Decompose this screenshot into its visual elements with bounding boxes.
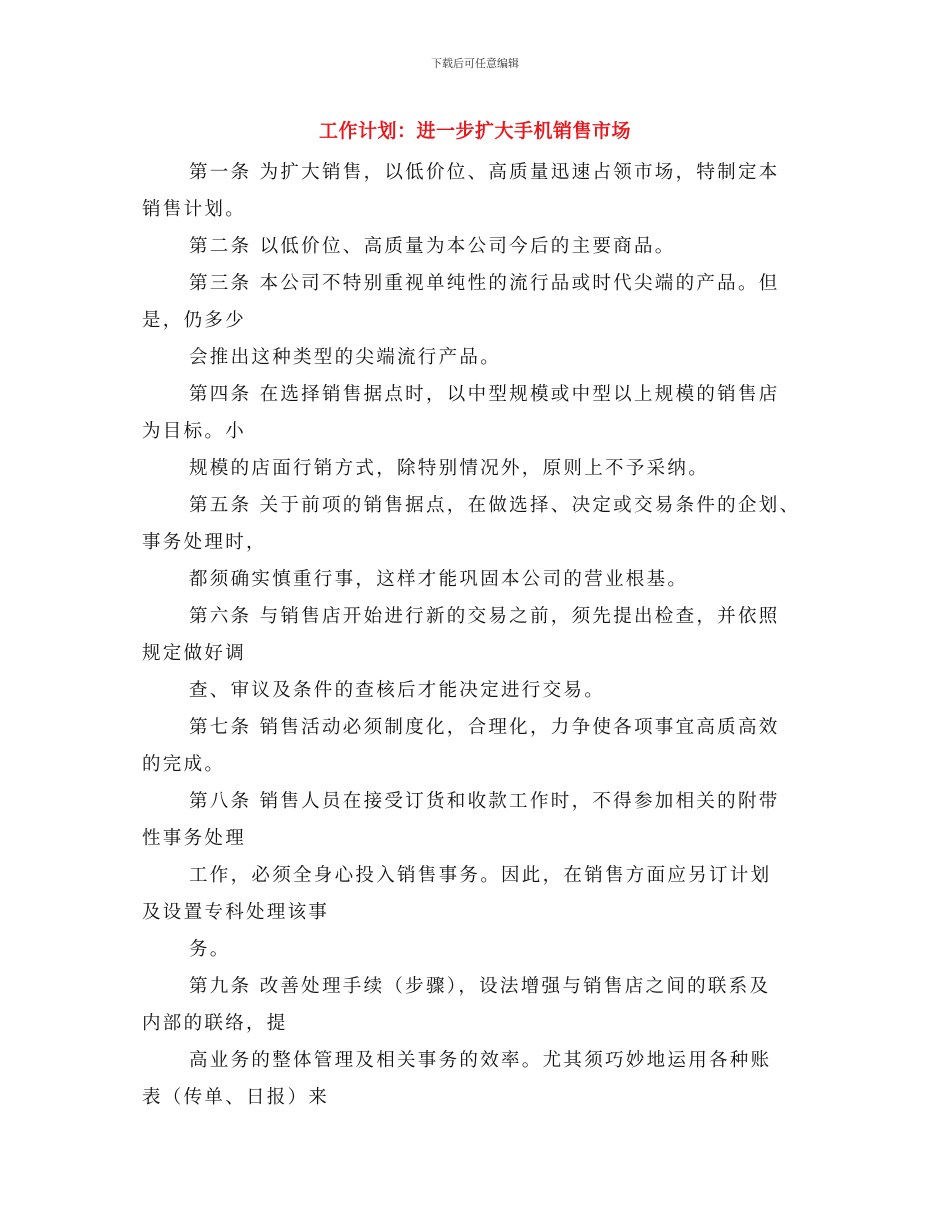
text-line: 都须确实慎重行事，这样才能巩固本公司的营业根基。 [189,569,689,590]
text-line: 第五条 关于前项的销售据点，在做选择、决定或交易条件的企划、 [189,495,801,516]
document-title: 工作计划：进一步扩大手机销售市场 [318,120,631,142]
text-line: 第七条 销售活动必须制度化，合理化，力争使各项事宜高质高效 [189,717,780,738]
text-line: 务。 [189,939,231,960]
text-line: 第四条 在选择销售据点时，以中型规模或中型以上规模的销售店 [189,384,780,405]
text-line: 及设置专科处理该事 [142,902,330,923]
text-line: 第三条 本公司不特别重视单纯性的流行品或时代尖端的产品。但 [189,273,780,294]
document-body [142,158,822,1120]
text-line: 第六条 与销售店开始进行新的交易之前，须先提出检查，并依照 [189,606,780,627]
header-note: 下载后可任意编辑 [431,57,519,70]
text-line: 会推出这种类型的尖端流行产品。 [189,347,502,368]
text-line: 为目标。小 [142,421,247,442]
text-line: 的完成。 [142,754,226,775]
text-line: 性事务处理 [142,828,247,849]
text-line: 第二条 以低价位、高质量为本公司今后的主要商品。 [189,236,676,257]
text-line: 事务处理时， [142,532,267,553]
text-line: 第一条 为扩大销售，以低价位、高质量迅速占领市场，特制定本 [189,162,780,183]
text-line: 是，仍多少 [142,310,247,331]
text-line: 查、审议及条件的查核后才能决定进行交易。 [189,680,606,701]
text-line: 高业务的整体管理及相关事务的效率。尤其须巧妙地运用各种账 [189,1050,772,1071]
text-line: 内部的联络，提 [142,1013,288,1034]
text-line: 规模的店面行销方式，除特别情况外，原则上不予采纳。 [189,458,710,479]
text-line: 工作，必须全身心投入销售事务。因此，在销售方面应另订计划 [189,865,772,886]
text-line: 规定做好调 [142,643,247,664]
text-line: 销售计划。 [142,199,247,220]
text-line: 表（传单、日报）来 [142,1087,330,1108]
text-line: 第九条 改善处理手续（步骤），设法增强与销售店之间的联系及 [189,976,771,997]
text-line: 第八条 销售人员在接受订货和收款工作时，不得参加相关的附带 [189,791,780,812]
